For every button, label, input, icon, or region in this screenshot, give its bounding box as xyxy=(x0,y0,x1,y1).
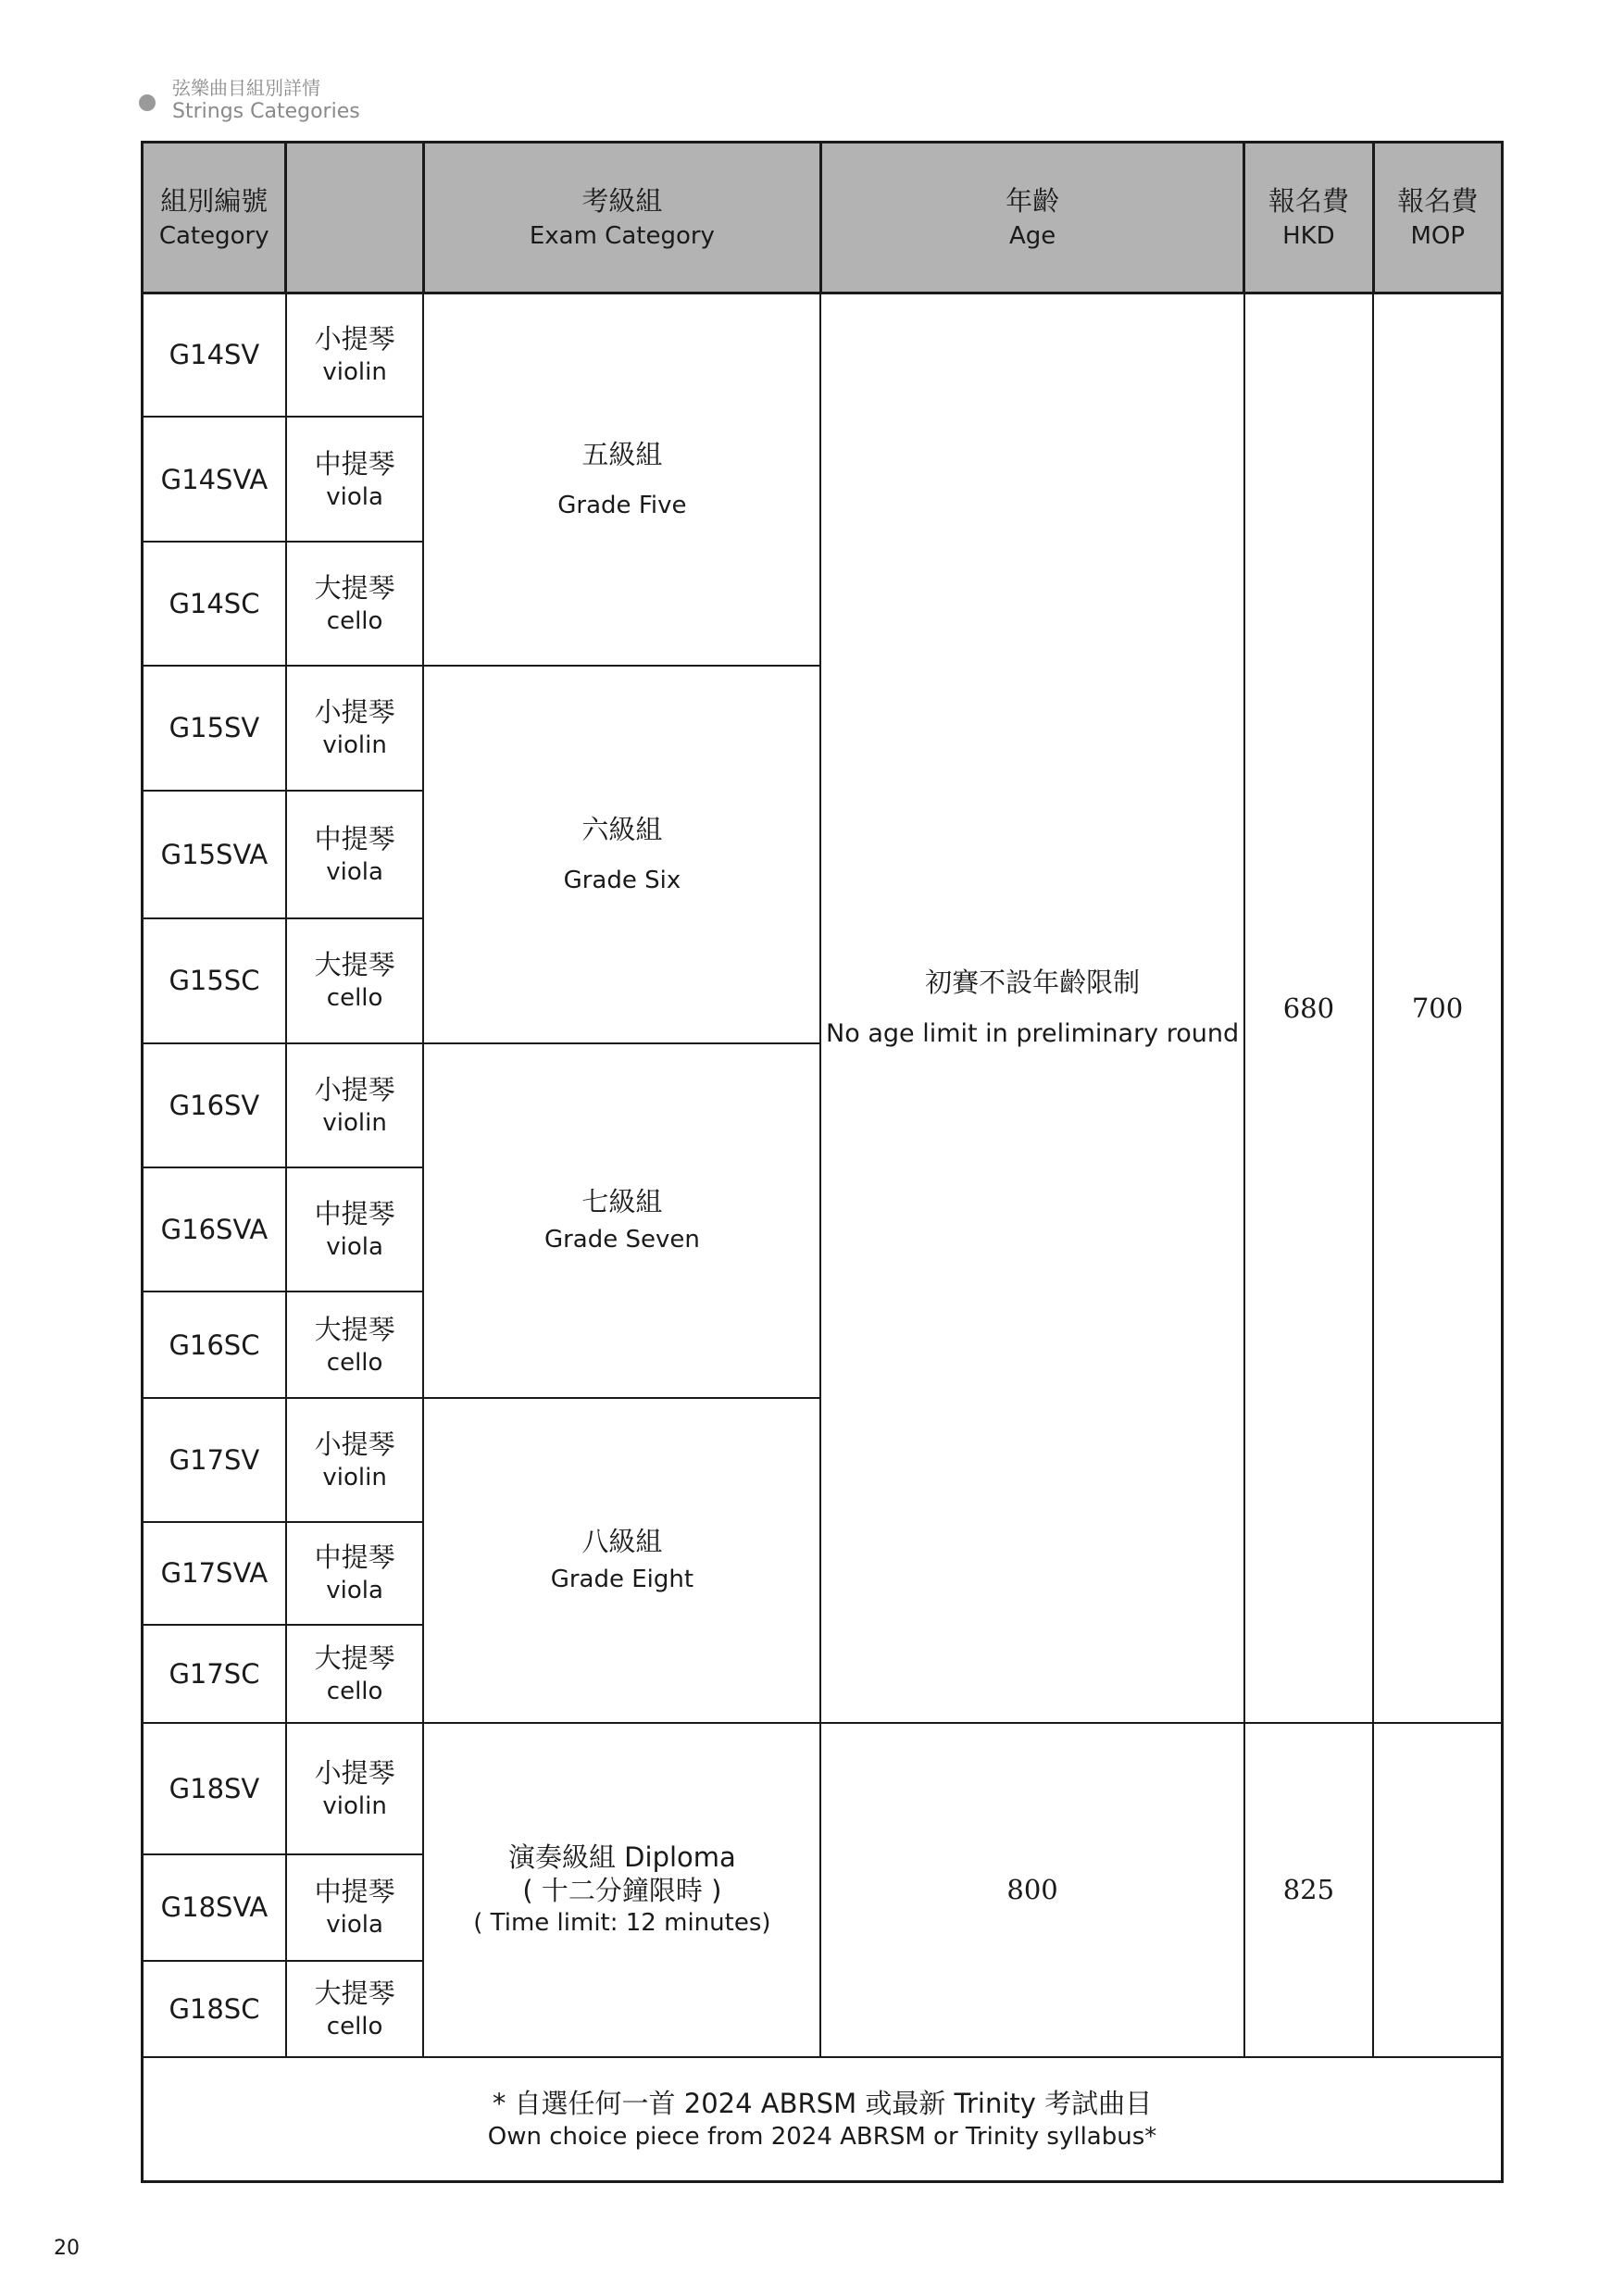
category-code: G14SV xyxy=(143,293,286,417)
instrument-cell: 中提琴 viola xyxy=(286,791,423,918)
category-code: G18SC xyxy=(143,1961,286,2057)
category-code: G15SVA xyxy=(143,791,286,918)
instrument-cell: 小提琴 violin xyxy=(286,293,423,417)
fee-mop-cell: 700 xyxy=(1373,293,1502,1723)
instrument-cell: 小提琴 violin xyxy=(286,1043,423,1167)
table-row xyxy=(143,1723,1503,1854)
category-code: G16SVA xyxy=(143,1167,286,1292)
page-number: 20 xyxy=(54,2237,80,2260)
grade-cell-seven: 七級組 Grade Seven xyxy=(423,1043,820,1398)
instrument-cell: 大提琴 cello xyxy=(286,1292,423,1397)
category-code: G16SC xyxy=(143,1292,286,1397)
instrument-cell: 中提琴 viola xyxy=(286,1522,423,1624)
fee-hkd-cell: 680 xyxy=(1244,293,1373,1723)
col-header-fee-hkd: 報名費 HKD xyxy=(1244,143,1373,293)
instrument-cell: 大提琴 cello xyxy=(286,1625,423,1723)
category-code: G17SVA xyxy=(143,1522,286,1624)
instrument-cell: 小提琴 violin xyxy=(286,1723,423,1854)
col-header-exam-category: 考級組 Exam Category xyxy=(423,143,820,293)
grade-cell-eight: 八級組 Grade Eight xyxy=(423,1398,820,1723)
age-cell: 初賽不設年齡限制 No age limit in preliminary round xyxy=(820,293,1243,1723)
category-code: G16SV xyxy=(143,1043,286,1167)
fee-mop-cell: 825 xyxy=(1244,1723,1373,2057)
instrument-cell: 大提琴 cello xyxy=(286,542,423,666)
grade-cell-five: 五級組 Grade Five xyxy=(423,293,820,666)
category-code: G15SV xyxy=(143,666,286,790)
col-header-fee-mop: 報名費 MOP xyxy=(1373,143,1502,293)
category-code: G18SVA xyxy=(143,1854,286,1960)
col-header-instrument xyxy=(286,143,423,293)
category-code: G18SV xyxy=(143,1723,286,1854)
category-code: G17SC xyxy=(143,1625,286,1723)
category-code: G17SV xyxy=(143,1398,286,1522)
page-header xyxy=(139,76,360,124)
table-note-row xyxy=(143,2057,1503,2182)
category-code: G14SC xyxy=(143,542,286,666)
bullet-dot-icon xyxy=(139,94,156,111)
category-code: G14SVA xyxy=(143,417,286,541)
instrument-cell: 大提琴 cello xyxy=(286,1961,423,2057)
section-title-en: Strings Categories xyxy=(172,100,360,123)
instrument-cell: 小提琴 violin xyxy=(286,666,423,790)
col-header-age: 年齡 Age xyxy=(820,143,1243,293)
table-row xyxy=(143,293,1503,417)
section-title-zh: 弦樂曲目組別詳情 xyxy=(172,77,320,99)
grade-cell-six: 六級組 Grade Six xyxy=(423,666,820,1042)
strings-categories-table xyxy=(141,141,1504,2183)
instrument-cell: 大提琴 cello xyxy=(286,918,423,1042)
grade-cell-diploma: 演奏級組 Diploma ( 十二分鐘限時 ) ( Time limit: 12 minutes) xyxy=(423,1723,820,2057)
instrument-cell: 中提琴 viola xyxy=(286,1854,423,1960)
category-code: G15SC xyxy=(143,918,286,1042)
table-header-row xyxy=(143,143,1503,293)
instrument-cell: 中提琴 viola xyxy=(286,1167,423,1292)
col-header-category: 組別編號 Category xyxy=(143,143,286,293)
note-cell: * 自選任何一首 2024 ABRSM 或最新 Trinity 考試曲目 Own choice piece from 2024 ABRSM or Trinity syllabus* xyxy=(143,2057,1503,2182)
fee-hkd-cell: 800 xyxy=(820,1723,1243,2057)
instrument-cell: 中提琴 viola xyxy=(286,417,423,541)
instrument-cell: 小提琴 violin xyxy=(286,1398,423,1522)
